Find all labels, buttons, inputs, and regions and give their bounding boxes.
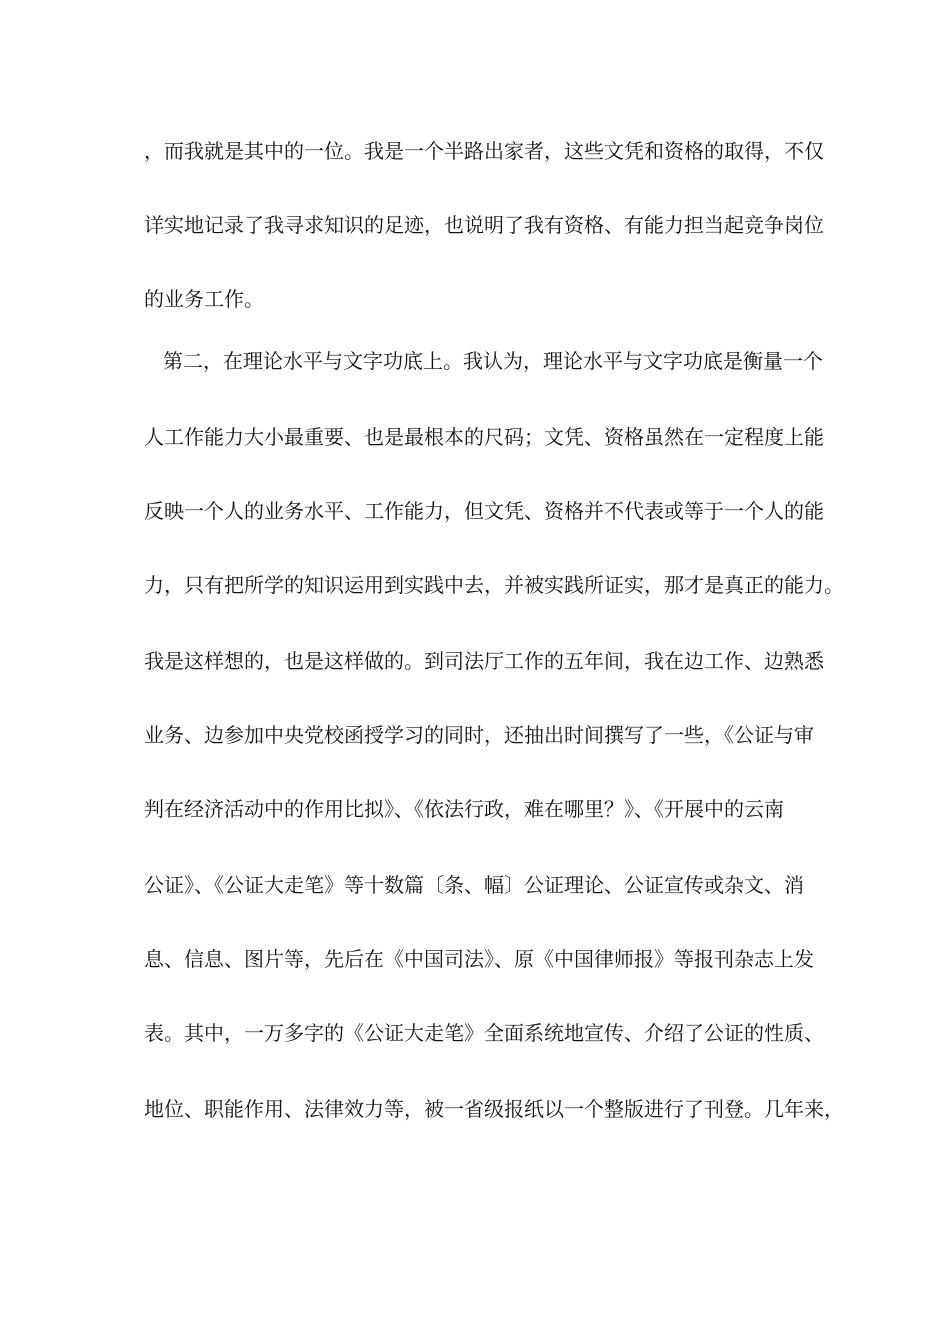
paragraph-line: ，而我就是其中的一位。我是一个半路出家者，这些文凭和资格的取得，不仅 [144, 139, 824, 163]
paragraph-line: 第二，在理论水平与文字功底上。我认为，理论水平与文字功底是衡量一个 [163, 349, 823, 373]
paragraph-line: 公证》、《公证大走笔》等十数篇〔条、幅〕公证理论、公证宣传或杂文、消 [144, 873, 804, 897]
paragraph-line: 反映一个人的业务水平、工作能力，但文凭、资格并不代表或等于一个人的能 [144, 499, 824, 523]
paragraph-line: 业务、边参加中央党校函授学习的同时，还抽出时间撰写了一些，《公证与审 [144, 723, 814, 747]
paragraph-line: 地位、职能作用、法律效力等，被一省级报纸以一个整版进行了刊登。几年来， [144, 1097, 844, 1121]
paragraph-line: 判在经济活动中的作用比拟》、《依法行政，难在哪里？》、《开展中的云南 [144, 797, 784, 821]
paragraph-line: 力，只有把所学的知识运用到实践中去，并被实践所证实，那才是真正的能力。 [144, 573, 844, 597]
paragraph-line: 的业务工作。 [144, 287, 264, 311]
paragraph-line: 息、信息、图片等，先后在《中国司法》、原《中国律师报》等报刊杂志上发 [144, 947, 814, 971]
paragraph-line: 表。其中，一万多字的《公证大走笔》全面系统地宣传、介绍了公证的性质、 [144, 1021, 824, 1045]
paragraph-line: 详实地记录了我寻求知识的足迹，也说明了我有资格、有能力担当起竞争岗位 [144, 213, 824, 237]
paragraph-line: 人工作能力大小最重要、也是最根本的尺码；文凭、资格虽然在一定程度上能 [144, 425, 824, 449]
paragraph-line: 我是这样想的，也是这样做的。到司法厅工作的五年间，我在边工作、边熟悉 [144, 649, 824, 673]
